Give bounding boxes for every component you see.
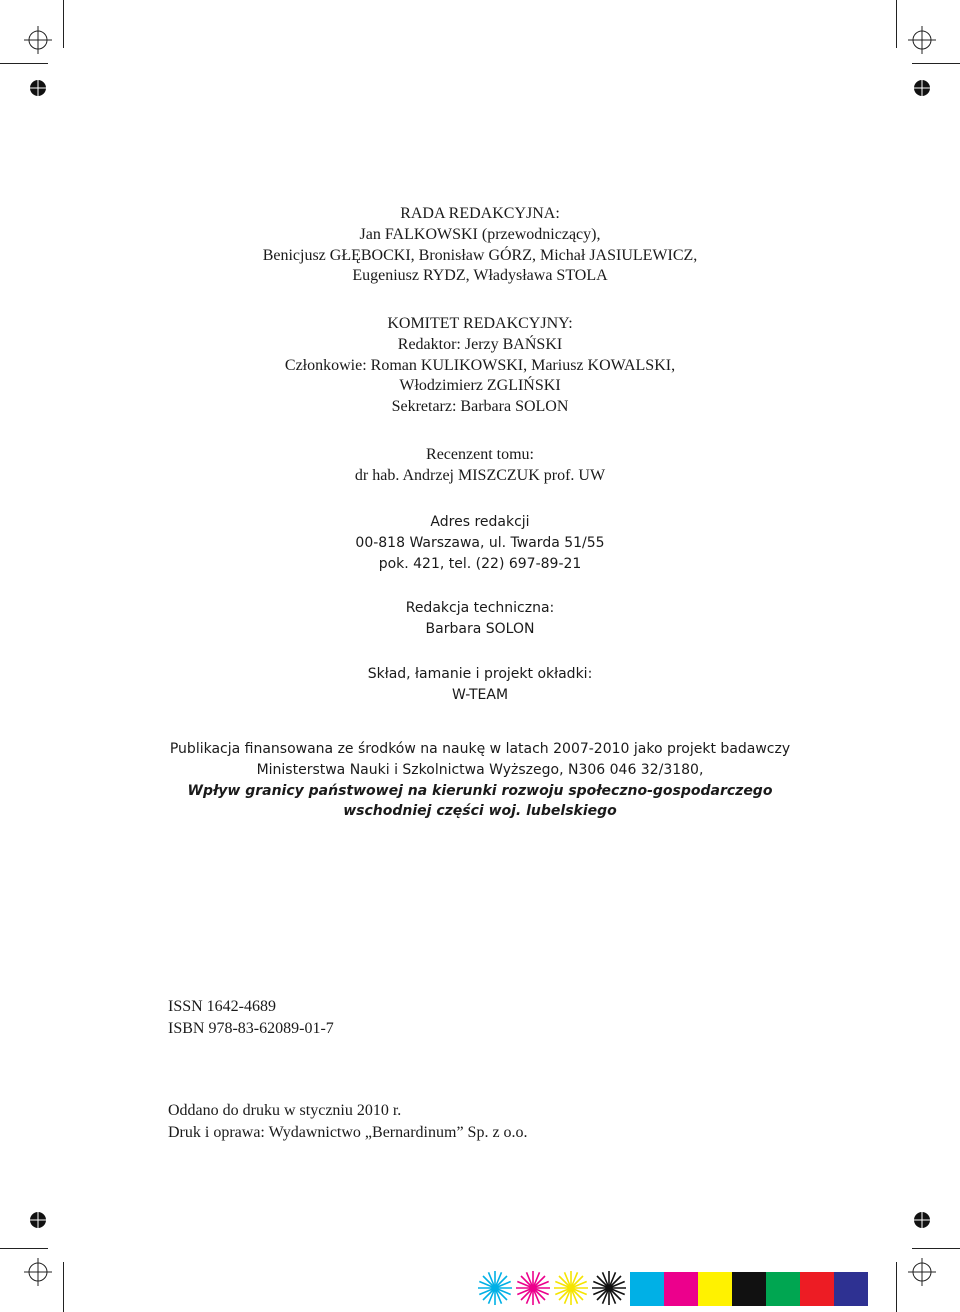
issn: ISSN 1642-4689 [168,998,277,1015]
isbn: ISBN 978-83-62089-01-7 [168,1019,334,1037]
printing-info [168,1100,528,1143]
typesetting-heading: Skład, łamanie i projekt okładki: [367,666,593,682]
trim-line [896,1262,897,1312]
address-line: pok. 421, tel. (22) 697-89-21 [378,555,582,572]
project-title-line: wschodniej części woj. lubelskiego [343,803,617,820]
editorial-committee [0,314,960,418]
red-swatch [800,1272,834,1306]
yellow-starburst-icon [553,1270,589,1306]
trim-line [63,1262,64,1312]
black-swatch [732,1272,766,1306]
registration-crosshair-icon [24,26,52,54]
address-line: 00-818 Warszawa, ul. Twarda 51/55 [355,534,605,551]
project-title-line: Wpływ granicy państwowej na kierunki rozwoju społeczno-gospodarczego [187,782,773,799]
address-heading: Adres redakcji [430,514,530,530]
technical-heading: Redakcja techniczna: [405,600,555,616]
committee-heading: KOMITET REDAKCYJNY: [387,315,573,332]
trim-line [0,1248,48,1249]
registration-dot-icon [28,78,48,98]
editorial-address [0,512,960,574]
funding-line: Ministerstwa Nauki i Szkolnictwa Wyższego, N306 046 32/3180, [256,761,704,778]
funding-line: Publikacja finansowana ze środków na naukę w latach 2007-2010 jako projekt badawczy [169,741,791,757]
cyan-swatch [630,1272,664,1306]
board-heading: RADA REDAKCYJNA: [400,205,560,222]
committee-line: Włodzimierz ZGLIŃSKI [399,377,561,395]
registration-crosshair-icon [908,26,936,54]
trim-line [912,1248,960,1249]
registration-crosshair-icon [24,1258,52,1286]
magenta-starburst-icon [515,1270,551,1306]
editorial-board [0,204,960,287]
typesetting [0,664,960,706]
registration-dot-icon [912,78,932,98]
technical-line: Barbara SOLON [425,620,535,637]
committee-line: Sekretarz: Barbara SOLON [391,398,569,416]
trim-line [896,0,897,48]
reviewer-heading: Recenzent tomu: [426,446,534,463]
magenta-swatch [664,1272,698,1306]
trim-line [912,63,960,64]
print-date: Oddano do druku w styczniu 2010 r. [168,1102,402,1119]
registration-dot-icon [28,1210,48,1230]
reviewer [0,445,960,487]
typesetting-line: W-TEAM [451,686,509,703]
blue-swatch [834,1272,868,1306]
cyan-starburst-icon [477,1270,513,1306]
black-starburst-icon [591,1270,627,1306]
trim-line [0,63,48,64]
trim-line [63,0,64,48]
board-line: Jan FALKOWSKI (przewodniczący), [359,225,601,243]
green-swatch [766,1272,800,1306]
board-line: Eugeniusz RYDZ, Władysława STOLA [352,267,608,285]
registration-crosshair-icon [908,1258,936,1286]
committee-line: Członkowie: Roman KULIKOWSKI, Mariusz KOWALSKI, [284,356,676,374]
printer: Druk i oprawa: Wydawnictwo „Bernardinum” Sp. z o.o. [168,1123,528,1141]
yellow-swatch [698,1272,732,1306]
registration-dot-icon [912,1210,932,1230]
funding-note [0,739,960,822]
technical-editor [0,598,960,640]
identifiers [168,996,334,1039]
board-line: Benicjusz GŁĘBOCKI, Bronisław GÓRZ, Michał JASIULEWICZ, [262,246,698,264]
committee-line: Redaktor: Jerzy BAŃSKI [397,335,563,353]
reviewer-line: dr hab. Andrzej MISZCZUK prof. UW [354,466,606,484]
